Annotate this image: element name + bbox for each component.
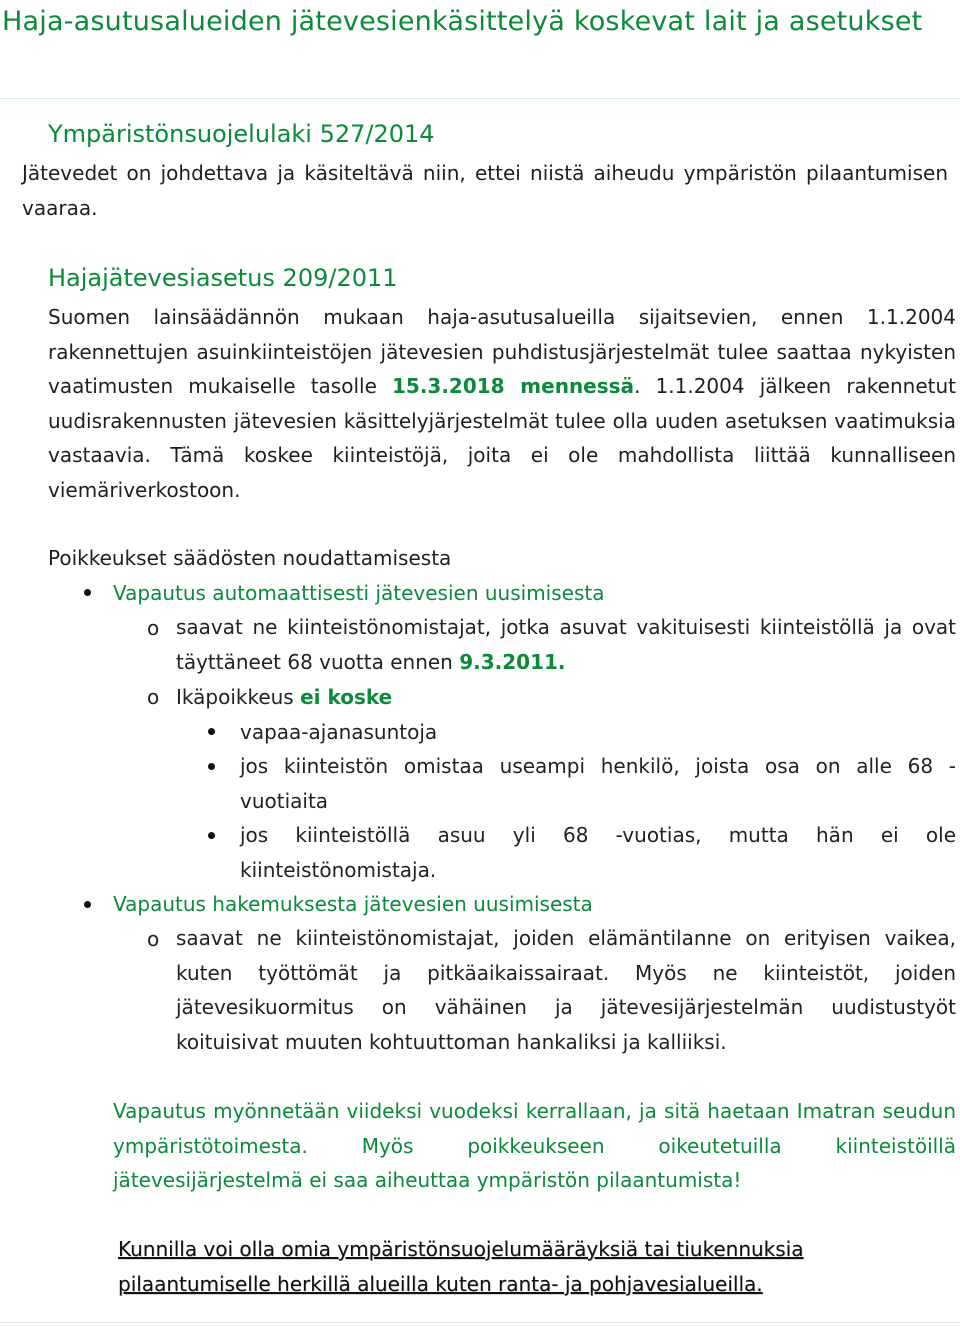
circle-bullet-icon: o: [147, 927, 160, 951]
law-heading: Ympäristönsuojelulaki 527/2014: [48, 120, 435, 148]
age-exemption-sub-3: jos kiinteistöllä asuu yli 68 -vuotias, mutta hän ei ole kiinteistönomistaja.: [240, 823, 956, 882]
decree-text-part-1: Suomen lainsäädännön mukaan haja-asutusalueilla sijaitsevien, ennen 1.1.2004 rakennettujen asuinkiinteistöjen jätevesien puhdistusjärjestelmät tulee saattaa nykyisten vaatimusten mukaiselle tasolle: [48, 305, 956, 398]
exemption-note: Vapautus myönnetään viideksi vuodeksi kerrallaan, ja sitä haetaan Imatran seudun ympäristötoimesta. Myös poikkeukseen oikeutetuilla kiinteistöillä jätevesijärjestelmä ei saa aiheuttaa ympäristön pilaantumista!: [113, 1099, 956, 1192]
bullet-icon: [208, 763, 215, 770]
application-exemption-label: Vapautus hakemuksesta jätevesien uusimisesta: [113, 892, 593, 916]
application-exemption-item-1: saavat ne kiinteistönomistajat, joiden elämäntilanne on erityisen vaikea, kuten työttömät ja pitkäaikaissairaat. Myös ne kiinteistöt, joiden jätevesikuormitus on vähäinen ja jätevesijärjestelmän uudistustyöt koituisivat muuten kohtuuttoman hankaliksi ja kalliiksi.: [176, 926, 956, 1054]
bullet-icon: [208, 728, 215, 735]
page-title: Haja-asutusalueiden jätevesienkäsittelyä koskevat lait ja asetukset: [2, 6, 923, 37]
age-exemption-sub-2: jos kiinteistön omistaa useampi henkilö, joista osa on alle 68 - vuotiaita: [240, 754, 956, 813]
decree-heading: Hajajätevesiasetus 209/2011: [48, 264, 398, 292]
title-divider: [0, 98, 960, 99]
auto-exemption-item-2: [176, 682, 392, 712]
circle-bullet-icon: o: [147, 685, 160, 709]
bullet-icon: [84, 901, 91, 908]
decree-text-part-2: . 1.1.2004 jälkeen rakennetut uudisrakennusten jätevesien käsittelyjärjestelmät tulee olla uuden asetuksen vaatimuksia vastaavia. Tämä koskee kiinteistöjä, joita ei ole mahdollista liittää kunnalliseen viemäriverkostoon.: [48, 374, 956, 502]
closing-note: Kunnilla voi olla omia ympäristönsuojelumääräyksiä tai tiukennuksia pilaantumiselle herkillä alueilla kuten ranta- ja pohjavesialueilla.: [118, 1237, 804, 1296]
decree-deadline: 15.3.2018 mennessä: [391, 374, 635, 398]
exceptions-heading: Poikkeukset säädösten noudattamisesta: [48, 546, 452, 570]
auto-item-2-prefix: Ikäpoikkeus: [176, 685, 301, 709]
bullet-icon: [84, 589, 91, 596]
law-text: Jätevedet on johdettava ja käsiteltävä niin, ettei niistä aiheudu ympäristön pilaantumisen vaaraa.: [22, 161, 948, 220]
circle-bullet-icon: o: [147, 616, 160, 640]
auto-exemption-label: Vapautus automaattisesti jätevesien uusimisesta: [113, 581, 605, 605]
decree-text: [48, 300, 956, 507]
auto-item-1-text: saavat ne kiinteistönomistajat, jotka asuvat vakituisesti kiinteistöllä ja ovat täyttäneet 68 vuotta ennen: [176, 615, 956, 674]
bullet-icon: [208, 832, 215, 839]
auto-item-2-emph: ei koske: [300, 685, 393, 709]
auto-item-1-date: 9.3.2011.: [459, 649, 566, 674]
age-exemption-sub-1: vapaa-ajanasuntoja: [240, 720, 438, 744]
bottom-divider: [0, 1322, 960, 1323]
auto-exemption-item-1: [176, 610, 956, 679]
